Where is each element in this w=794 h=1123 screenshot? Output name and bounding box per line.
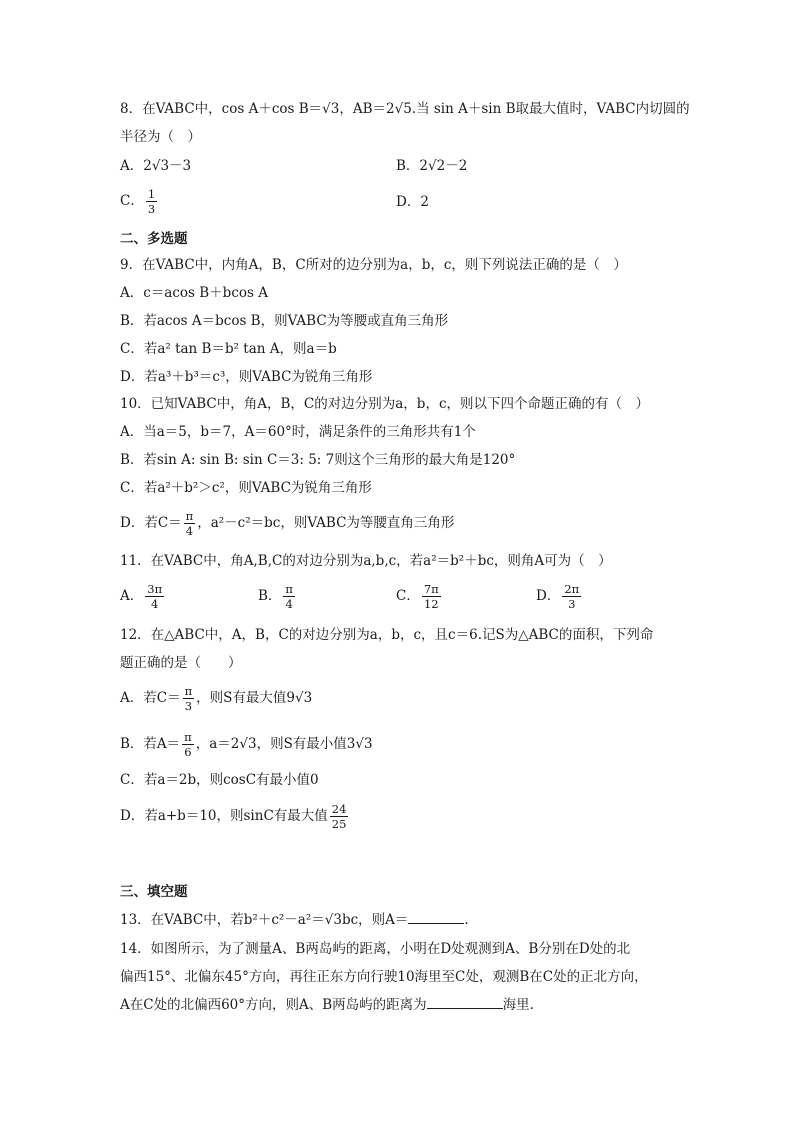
q12-option-c: C．若a＝2b，则cosC有最小值0 xyxy=(120,772,319,788)
q10-option-d xyxy=(120,509,454,538)
q11-stem: 11．在VABC中，角A,B,C的对边分别为a,b,c，若a²＝b²＋bc，则角A可为（ ） xyxy=(120,553,612,569)
q8-option-c-prefix: C． xyxy=(120,193,144,209)
q14-stem-line2: 偏西15°、北偏东45°方向，再往正东方向行驶10海里至C处，观测B在C处的正北方向， xyxy=(120,969,648,985)
q12-stem-line1: 12．在△ABC中，A，B，C的对边分别为a，b，c，且c＝6.记S为△ABC的面积，下列命 xyxy=(120,627,654,643)
fraction-denominator: 3 xyxy=(184,699,193,713)
q10-option-a: A．当a＝5，b＝7，A＝60°时，满足条件的三角形共有1个 xyxy=(120,424,476,440)
option-prefix: B．若A＝ xyxy=(120,736,181,752)
fraction-numerator: 1 xyxy=(147,187,156,201)
section-heading-fill-in: 三、填空题 xyxy=(120,884,188,900)
q11-option-d xyxy=(536,582,583,611)
fraction-numerator: 7π xyxy=(423,582,439,596)
q9-option-d: D．若a³＋b³＝c³，则VABC为锐角三角形 xyxy=(120,369,373,385)
q11-option-b xyxy=(258,582,297,611)
fraction-numerator: 3π xyxy=(147,582,163,596)
fraction-numerator: π xyxy=(184,684,193,698)
option-prefix: B． xyxy=(258,588,282,604)
q14-line3-prefix: A在C处的北偏西60°方向，则A、B两岛屿的距离为 xyxy=(120,997,427,1013)
q10-option-c: C．若a²＋b²＞c²，则VABC为锐角三角形 xyxy=(120,480,372,496)
option-prefix: A． xyxy=(120,588,144,604)
q11-option-c xyxy=(396,582,443,611)
q10-option-b: B．若sin A: sin B: sin C＝3: 5: 7则这个三角形的最大角是120° xyxy=(120,452,516,468)
fraction-numerator: π xyxy=(285,582,293,596)
fraction-denominator: 25 xyxy=(331,817,347,831)
q11-option-a-fraction xyxy=(145,582,164,611)
q9-option-a: A．c＝acos B＋bcos A xyxy=(120,285,268,301)
fraction-numerator: 2π xyxy=(564,582,580,596)
q11-option-b-fraction xyxy=(283,582,295,611)
fraction-denominator: 12 xyxy=(423,597,439,611)
q10-option-d-prefix: D．若C＝ xyxy=(120,515,182,531)
fraction-denominator: 3 xyxy=(147,202,156,216)
q8-stem-line2: 半径为（ ） xyxy=(120,129,201,145)
q12-option-b xyxy=(120,730,373,759)
q11-option-d-fraction xyxy=(562,582,581,611)
option-prefix: D．若a+b＝10，则sinC有最大值 xyxy=(120,808,328,824)
q12-stem-line2: 题正确的是（ ） xyxy=(120,655,242,671)
q11-option-a xyxy=(120,582,166,611)
q9-option-c: C．若a² tan B＝b² tan A，则a＝b xyxy=(120,341,337,357)
q9-option-b: B．若acos A＝bcos B，则VABC为等腰或直角三角形 xyxy=(120,313,449,329)
fraction-denominator: 4 xyxy=(151,597,159,611)
q8-option-c-fraction xyxy=(146,187,157,216)
fraction-denominator: 3 xyxy=(568,597,576,611)
q12-option-a xyxy=(120,684,312,713)
q9-stem: 9．在VABC中，内角A，B，C所对的边分别为a，b，c，则下列说法正确的是（ ） xyxy=(120,257,627,273)
option-suffix: ，a＝2√3，则S有最小值3√3 xyxy=(195,736,373,752)
fraction-denominator: 4 xyxy=(285,597,293,611)
q12-option-a-fraction xyxy=(183,684,195,713)
q14-stem-line1: 14．如图所示，为了测量A、B两岛屿的距离，小明在D处观测到A、B分别在D处的北 xyxy=(120,941,631,957)
q14-answer-blank[interactable] xyxy=(427,996,503,1009)
option-prefix: C． xyxy=(396,588,420,604)
q8-stem-line1: 8．在VABC中，cos A＋cos B＝√3，AB＝2√5.当 sin A＋sin B取最大值时，VABC内切圆的 xyxy=(120,101,690,117)
q8-option-a: A．2√3－3 xyxy=(120,158,192,174)
q13-suffix: . xyxy=(464,912,469,928)
q13-stem xyxy=(120,911,469,929)
fraction-numerator: π xyxy=(185,509,194,523)
option-suffix: ，则S有最大值9√3 xyxy=(196,690,313,706)
q14-stem-line3 xyxy=(120,996,534,1014)
q8-option-b: B．2√2－2 xyxy=(396,158,468,174)
q11-option-c-fraction xyxy=(422,582,441,611)
q10-option-d-suffix: ，a²－c²＝bc，则VABC为等腰直角三角形 xyxy=(197,515,455,531)
fraction-denominator: 4 xyxy=(185,524,194,538)
q8-option-d: D．2 xyxy=(396,194,429,210)
q13-prefix: 13．在VABC中，若b²＋c²－a²＝√3bc，则A＝ xyxy=(120,912,409,928)
q12-option-d-fraction xyxy=(330,802,349,831)
q10-option-d-fraction xyxy=(184,509,196,538)
fraction-numerator: π xyxy=(184,730,192,744)
q10-stem: 10．已知VABC中，角A，B，C的对边分别为a，b，c，则以下四个命题正确的有（ ） xyxy=(120,396,650,412)
section-heading-multiple-choice: 二、多选题 xyxy=(120,231,188,247)
q13-answer-blank[interactable] xyxy=(408,911,464,924)
q12-option-d xyxy=(120,802,350,831)
q8-option-c xyxy=(120,187,159,216)
option-prefix: A．若C＝ xyxy=(120,690,181,706)
option-prefix: D． xyxy=(536,588,561,604)
fraction-denominator: 6 xyxy=(184,745,192,759)
q14-line3-suffix: 海里. xyxy=(502,997,534,1013)
q12-option-b-fraction xyxy=(182,730,194,759)
fraction-numerator: 24 xyxy=(331,802,347,816)
